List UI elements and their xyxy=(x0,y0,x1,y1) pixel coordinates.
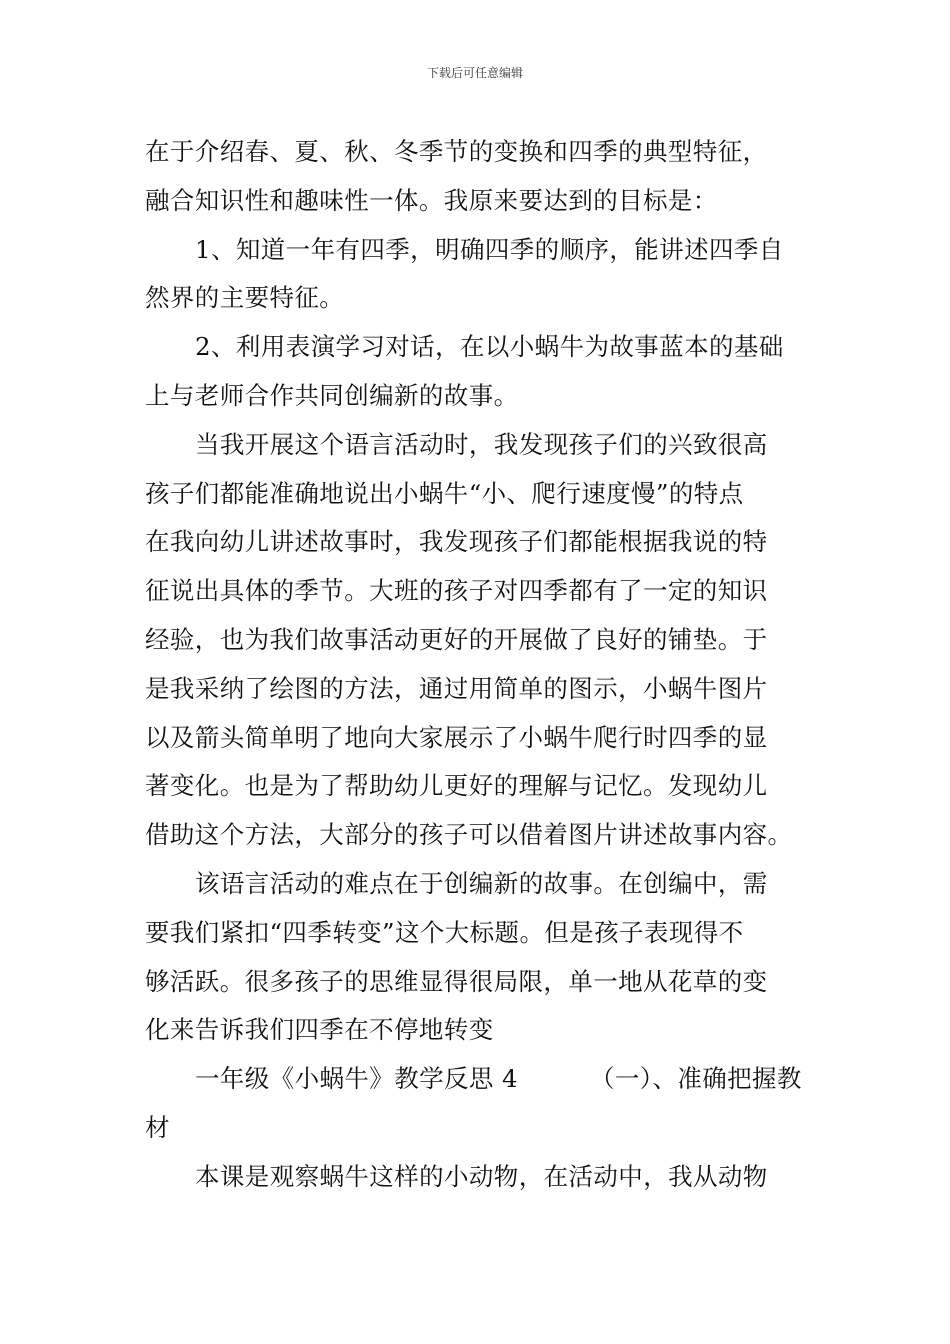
text-line: 在于介绍春、夏、秋、冬季节的变换和四季的典型特征， xyxy=(145,137,768,166)
text-line: 借助这个方法，大部分的孩子可以借着图片讲述故事内容。 xyxy=(145,820,793,850)
text-line: 要我们紧扣“四季转变”这个大标题。但是孩子表现得不 xyxy=(145,917,744,947)
text-line: 上与老师合作共同创编新的故事。 xyxy=(145,380,519,410)
text-line: 材 xyxy=(145,1112,170,1142)
text-line: 化来告诉我们四季在不停地转变 xyxy=(145,1015,494,1045)
section-heading-line xyxy=(145,1055,810,1104)
text-line: 然界的主要特征。 xyxy=(145,283,345,313)
text-line: 够活跃。很多孩子的思维显得很局限，单一地从花草的变 xyxy=(145,966,768,996)
text-line: 2、利用表演学习对话，在以小蜗牛为故事蓝本的基础 xyxy=(195,332,784,362)
text-line: 该语言活动的难点在于创编新的故事。在创编中，需 xyxy=(195,868,768,898)
subsection-label: （一）、准确把握教 xyxy=(589,1064,802,1094)
text-line: 1、知道一年有四季，明确四季的顺序，能讲述四季自 xyxy=(195,234,784,264)
text-line: 以及箭头简单明了地向大家展示了小蜗牛爬行时四季的显 xyxy=(145,722,768,752)
text-line: 本课是观察蜗牛这样的小动物，在活动中，我从动物 xyxy=(195,1161,768,1191)
text-line: 孩子们都能准确地说出小蜗牛“小、爬行速度慢”的特点 xyxy=(145,478,744,508)
text-line: 融合知识性和趣味性一体。我原来要达到的目标是： xyxy=(145,185,718,215)
text-line: 征说出具体的季节。大班的孩子对四季都有了一定的知识 xyxy=(145,576,768,606)
text-line: 在我向幼儿讲述故事时，我发现孩子们都能根据我说的特 xyxy=(145,527,768,557)
text-line: 是我采纳了绘图的方法，通过用简单的图示，小蜗牛图片 xyxy=(145,673,768,703)
text-line: 当我开展这个语言活动时，我发现孩子们的兴致很高 xyxy=(195,429,768,459)
text-line: 经验，也为我们故事活动更好的开展做了良好的铺垫。于 xyxy=(145,624,768,654)
page-header-note: 下载后可任意编辑 xyxy=(426,66,523,80)
document-body xyxy=(145,128,810,1202)
text-line: 著变化。也是为了帮助幼儿更好的理解与记忆。发现幼儿 xyxy=(145,771,768,801)
section-title: 一年级《小蜗牛》教学反思 4 xyxy=(195,1064,518,1094)
